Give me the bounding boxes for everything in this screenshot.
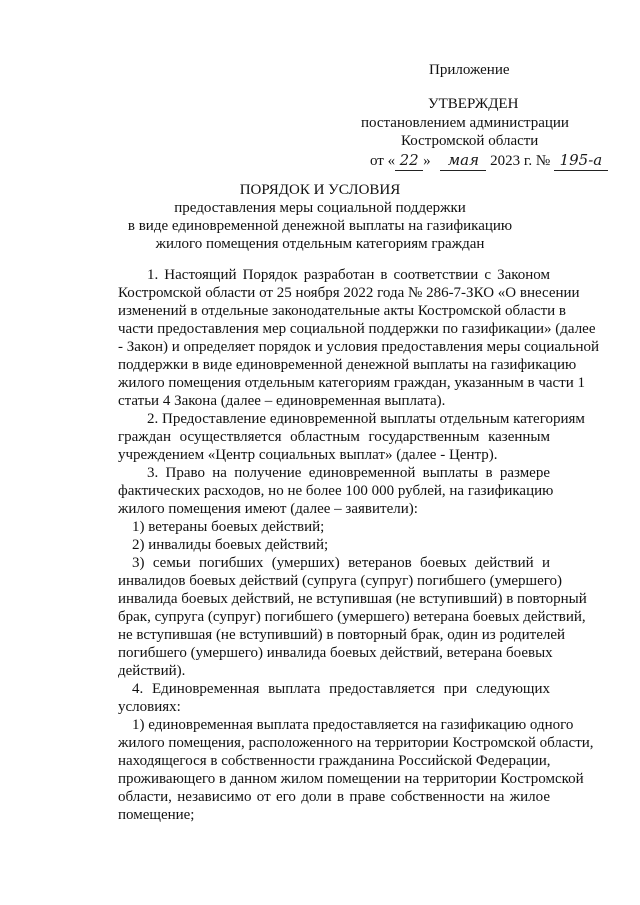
doc-number: 195-а <box>559 151 603 169</box>
p1-line-1: 1. Настоящий Порядок разработан в соответствии с Законом <box>147 267 550 283</box>
p4-item1-line-4: проживающего в данном жилом помещении на территории Костромской <box>118 771 584 787</box>
p4-line-1: 4. Единовременная выплата предоставляется при следующих <box>132 681 550 697</box>
date-mid: » <box>423 153 431 169</box>
p4-line-2: условиях: <box>118 699 181 715</box>
p4-item1-line-2: жилого помещения, расположенного на территории Костромской области, <box>118 735 594 751</box>
p1-line-8: статьи 4 Закона (далее – единовременная выплата). <box>118 393 446 409</box>
date-year: 2023 г. № <box>490 153 551 169</box>
p3-item3-line-3: инвалида боевых действий, не вступившая (не вступивший) в повторный <box>118 591 587 607</box>
p4-item1-line-3: находящегося в собственности гражданина Российской Федерации, <box>118 753 551 769</box>
p1-line-7: жилого помещения отдельным категориям граждан, указанным в части 1 <box>118 375 586 391</box>
p1-line-2: Костромской области от 25 ноября 2022 года № 286-7-ЗКО «О внесении <box>118 285 580 301</box>
document-subtitle-3: жилого помещения отдельным категориям граждан <box>155 236 485 252</box>
p1-line-5: - Закон) и определяет порядок и условия предоставления меры социальной <box>118 339 600 355</box>
approved-by: постановлением администрации <box>361 115 569 131</box>
date-line <box>370 151 608 171</box>
p2-line-2: граждан осуществляется областным государственным казенным <box>118 429 550 445</box>
p1-line-4: части предоставления мер социальной поддержки по газификации» (далее <box>118 321 596 337</box>
p4-item1-line-5: области, независимо от его доли в праве собственности на жилое <box>118 789 550 805</box>
p1-line-6: поддержки в виде единовременной денежной выплаты на газификацию <box>118 357 577 373</box>
p1-line-3: изменений в отдельные законодательные акты Костромской области в <box>118 303 566 319</box>
p3-line-1: 3. Право на получение единовременной выплаты в размере <box>147 465 550 481</box>
region-name: Костромской области <box>401 133 539 149</box>
p3-item3-line-4: брак, супруга (супруг) погибшего (умершего) ветерана боевых действий, <box>118 609 586 625</box>
p3-item3-line-6: погибшего (умершего) инвалида боевых действий, ветерана боевых <box>118 645 553 661</box>
date-month: мая <box>447 151 480 169</box>
p2-line-1: 2. Предоставление единовременной выплаты отдельным категориям <box>147 411 585 427</box>
p3-item-2: 2) инвалиды боевых действий; <box>132 537 329 553</box>
document-subtitle-1: предоставления меры социальной поддержки <box>174 200 466 216</box>
p3-item3-line-2: инвалидов боевых действий (супруга (супруг) погибшего (умершего) <box>118 573 563 589</box>
p4-item1-line-6: помещение; <box>118 807 195 823</box>
appendix-label: Приложение <box>429 62 510 78</box>
document-title: ПОРЯДОК И УСЛОВИЯ <box>239 182 401 198</box>
p3-line-3: жилого помещения имеют (далее – заявители): <box>118 501 418 517</box>
p3-item3-line-1: 3) семьи погибших (умерших) ветеранов боевых действий и <box>132 555 550 571</box>
date-day: 22 <box>399 151 419 169</box>
p3-item3-line-7: действий). <box>118 663 186 679</box>
p2-line-3: учреждением «Центр социальных выплат» (далее - Центр). <box>118 447 498 463</box>
document-subtitle-2: в виде единовременной денежной выплаты на газификацию <box>127 218 513 234</box>
p3-item-1: 1) ветераны боевых действий; <box>132 519 325 535</box>
p3-line-2: фактических расходов, но не более 100 000 рублей, на газификацию <box>118 483 554 499</box>
p3-item3-line-5: не вступившая (не вступивший) в повторный брак, один из родителей <box>118 627 566 643</box>
date-prefix: от « <box>370 153 396 169</box>
approved-label: УТВЕРЖДЕН <box>428 96 519 112</box>
p4-item1-line-1: 1) единовременная выплата предоставляется на газификацию одного <box>132 717 574 733</box>
